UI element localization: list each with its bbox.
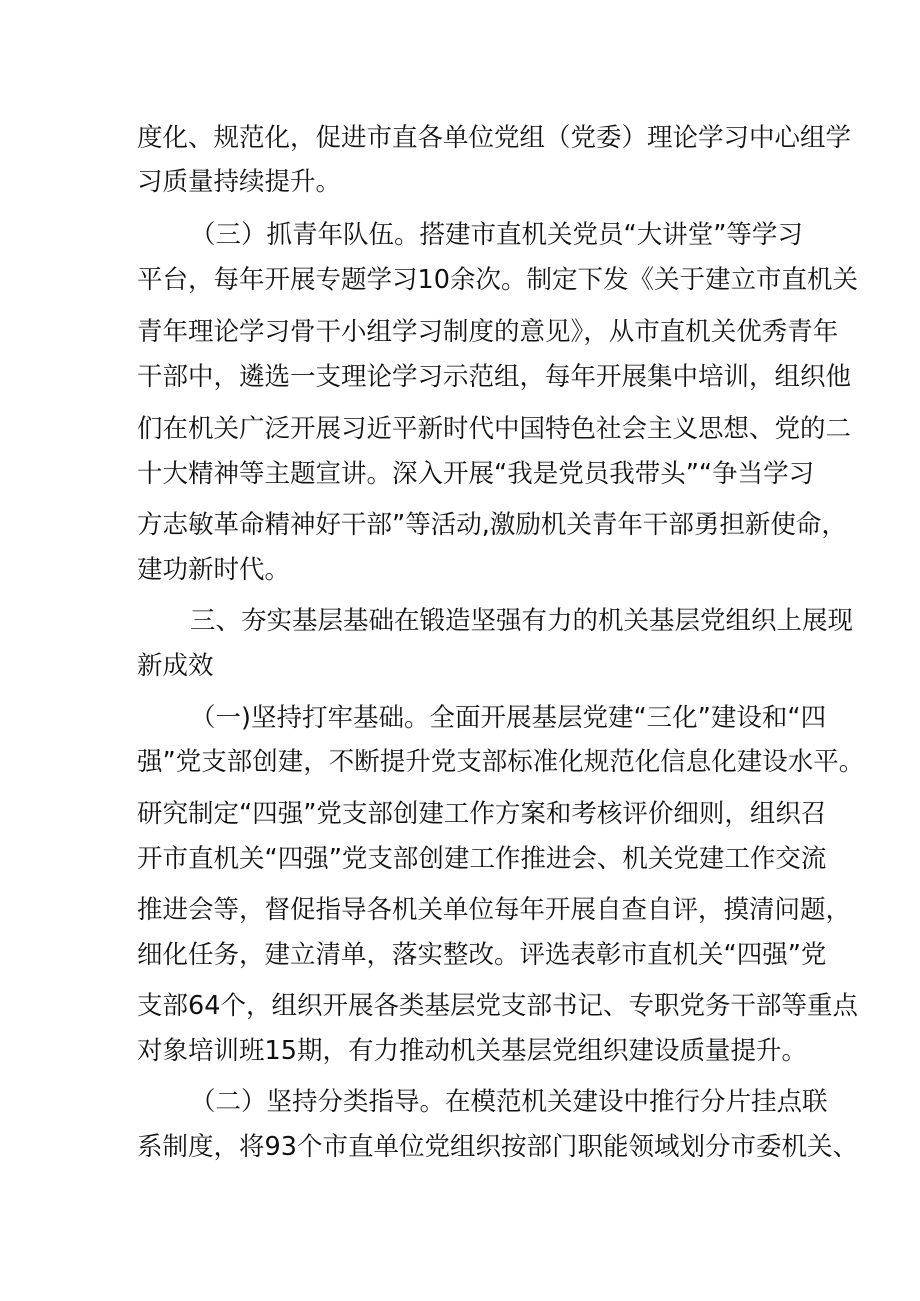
paragraph-2-line-4: 干部中，遴选一支理论学习示范组，每年开展集中培训，组织他 xyxy=(137,362,852,392)
paragraph-5-line-2: 系制度，将93个市直单位党组织按部门职能领域划分市委机关、 xyxy=(137,1132,858,1162)
section-heading-line-1: 三、夯实基层基础在锻造坚强有力的机关基层党组织上展现 xyxy=(190,606,854,636)
paragraph-2-line-2: 平台，每年开展专题学习10余次。制定下发《关于建立市直机关 xyxy=(137,265,858,295)
paragraph-5-line-1: （二）坚持分类指导。在模范机关建设中推行分片挂点联 xyxy=(190,1087,828,1117)
paragraph-2-line-8: 建功新时代。 xyxy=(137,555,291,585)
section-heading-line-2: 新成效 xyxy=(137,651,214,681)
paragraph-2-line-5: 们在机关广泛开展习近平新时代中国特色社会主义思想、党的二 xyxy=(137,414,852,444)
paragraph-4-line-3: 研究制定“四强”党支部创建工作方案和考核评价细则，组织召 xyxy=(137,799,827,829)
paragraph-4-line-5: 推进会等，督促指导各机关单位每年开展自查自评，摸清问题， xyxy=(137,895,852,925)
paragraph-2-line-1: （三）抓青年队伍。搭建市直机关党员“大讲堂”等学习 xyxy=(190,220,803,250)
paragraph-1-line-2: 习质量持续提升。 xyxy=(137,167,342,197)
paragraph-4-line-7: 支部64个，组织开展各类基层党支部书记、专职党务干部等重点 xyxy=(137,991,858,1021)
paragraph-4-line-4: 开市直机关“四强”党支部创建工作推进会、机关党建工作交流 xyxy=(137,844,827,874)
paragraph-4-line-2: 强”党支部创建，不断提升党支部标准化规范化信息化建设水平。 xyxy=(137,747,865,777)
paragraph-2-line-7: 方志敏革命精神好干部”等活动,激励机关青年干部勇担新使命， xyxy=(137,510,847,540)
paragraph-2-line-3: 青年理论学习骨干小组学习制度的意见》，从市直机关优秀青年 xyxy=(137,317,839,347)
paragraph-4-line-6: 细化任务，建立清单，落实整改。评选表彰市直机关“四强”党 xyxy=(137,940,827,970)
paragraph-4-line-1: （一)坚持打牢基础。全面开展基层党建“三化”建设和“四 xyxy=(190,703,827,733)
paragraph-4-line-8: 对象培训班15期，有力推动机关基层党组织建设质量提升。 xyxy=(137,1036,807,1066)
paragraph-2-line-6: 十大精神等主题宣讲。深入开展“我是党员我带头”“争当学习 xyxy=(137,459,815,489)
paragraph-1-line-1: 度化、规范化，促进市直各单位党组（党委）理论学习中心组学 xyxy=(137,123,852,153)
